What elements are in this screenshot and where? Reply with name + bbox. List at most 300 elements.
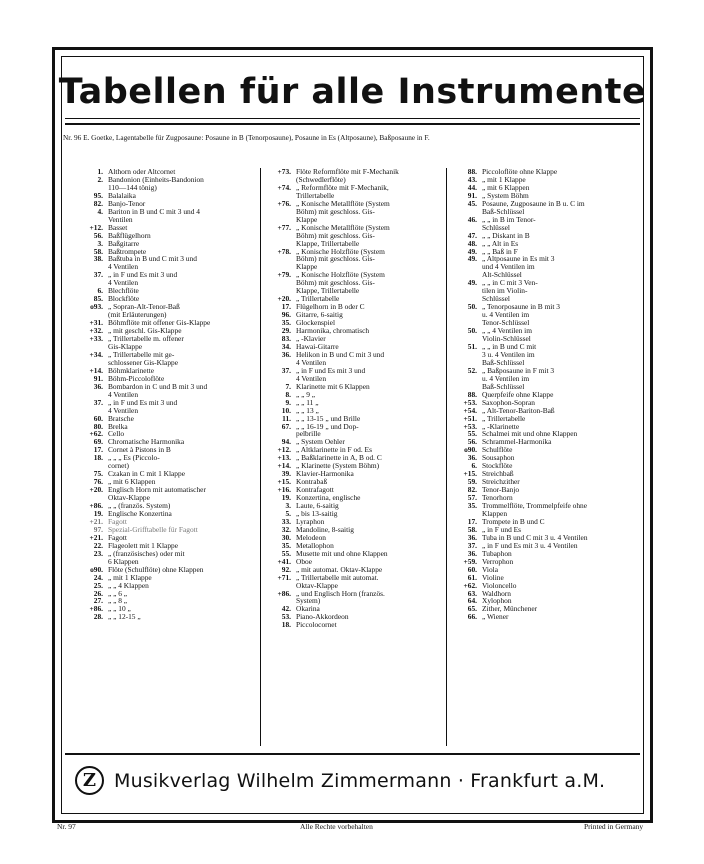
instrument-entry [451, 566, 644, 574]
entry-text: „ „ in C mit 3 Ven- tilen im Violin- Schlüssel [482, 278, 538, 304]
instrument-entry [77, 590, 262, 598]
entry-number: +14. [89, 365, 103, 375]
instrument-entry [77, 415, 262, 423]
entry-number: +13. [277, 453, 291, 463]
entry-number: 64. [467, 596, 477, 606]
instrument-entry [265, 335, 453, 343]
entry-number: +62. [463, 580, 477, 590]
entry-number: 37. [281, 365, 291, 375]
entry-text: „ „ 13-15 „ und Brille [296, 413, 361, 423]
entry-text: Baßgitarre [108, 238, 140, 248]
entry-number: 42. [281, 604, 291, 614]
entry-text: „ „ 4 Klappen [108, 580, 149, 590]
entry-text: „ „ in B im Tenor- Schlüssel [482, 214, 536, 232]
instrument-entry [451, 255, 644, 279]
entry-text: „ „ 11 „ [296, 397, 319, 407]
entry-number: 1. [97, 167, 103, 176]
entry-number: +79. [277, 270, 291, 280]
instrument-entry [451, 462, 644, 470]
entry-number: +15. [463, 469, 477, 479]
entry-text: „ mit 6 Klappen [482, 182, 530, 192]
instrument-entry [451, 303, 644, 327]
entry-number: +16. [277, 485, 291, 495]
entry-number: 37. [467, 540, 477, 550]
entry-text: Böhmklarinette [108, 365, 154, 375]
entry-text: „ Konische Holzflöte (System Böhm) mit geschloss. Gis- Klappe, Trillertabelle [296, 270, 385, 296]
instrument-entry [265, 502, 453, 510]
instrument-entry [265, 311, 453, 319]
instrument-entry [451, 470, 644, 478]
instrument-entry [451, 590, 644, 598]
entry-text: Bariton in B und C mit 3 und 4 Ventilen [108, 206, 200, 224]
instrument-entry [77, 192, 262, 200]
instrument-entry [77, 303, 262, 319]
instrument-entry [265, 550, 453, 558]
entry-number: 82. [93, 198, 103, 208]
instrument-entry [77, 597, 262, 605]
entry-number: 85. [93, 294, 103, 304]
entry-text: Piccolocornet [296, 620, 337, 630]
entry-number: 82. [467, 485, 477, 495]
publisher-name: Musikverlag Wilhelm Zimmermann · Frankfurt a.M. [114, 769, 606, 792]
entry-text: Piccoloflöte ohne Klappe [482, 167, 558, 176]
entry-number: 49. [467, 254, 477, 264]
instrument-entry [451, 415, 644, 423]
instrument-entry [77, 486, 262, 502]
entry-number: +77. [277, 222, 291, 232]
entry-number: 95. [93, 190, 103, 200]
instrument-entry [451, 343, 644, 367]
entry-text: „ Altposaune in Es mit 3 und 4 Ventilen im Alt-Schlüssel [482, 254, 555, 280]
entry-text: Baßtuba in B und C mit 3 und 4 Ventilen [108, 254, 197, 272]
instrument-entry [265, 494, 453, 502]
entry-number: 63. [467, 588, 477, 598]
entry-text: Flöte Reformflöte mit F-Mechanik (Schwedlerflöte) [296, 167, 399, 184]
entry-text: Schrammel-Harmonika [482, 437, 552, 447]
entry-text: „ Trillertabelle [296, 294, 340, 304]
entry-number: +15. [277, 477, 291, 487]
instrument-entry [77, 582, 262, 590]
entry-number: +32. [89, 326, 103, 336]
entry-number: 55. [281, 548, 291, 558]
entry-number: 36. [467, 453, 477, 463]
entry-text: Metallophon [296, 540, 334, 550]
entry-text: Bandonion (Einheits-Bandonion 110—144 tönig) [108, 174, 204, 192]
entry-number: 6. [471, 461, 477, 471]
instrument-entry [77, 383, 262, 399]
entry-text: „ „ „ Es (Piccolo- cornet) [108, 453, 160, 471]
entry-number: 96. [281, 310, 291, 320]
entry-number: 58. [467, 524, 477, 534]
entry-number: 50. [467, 326, 477, 336]
entry-text: Baßtrompete [108, 246, 147, 256]
entry-number: 66. [467, 612, 477, 622]
entry-text: Trommelflöte, Trommelpfeife ohne Klappen [482, 501, 588, 518]
entry-text: „ „ 8 „ [108, 596, 128, 606]
instrument-entry [265, 526, 453, 534]
instrument-entry [451, 327, 644, 343]
instrument-entry [77, 399, 262, 415]
instrument-entry [451, 558, 644, 566]
entry-number: 69. [93, 437, 103, 447]
instrument-entry [77, 335, 262, 351]
entry-number: 35. [281, 540, 291, 550]
entry-text: Querpfeife ohne Klappe [482, 389, 554, 399]
instrument-entry [451, 486, 644, 494]
entry-number: 94. [281, 437, 291, 447]
footer-rule [65, 753, 640, 755]
entry-text: Streichbaß [482, 469, 514, 479]
instrument-entry [265, 613, 453, 621]
entry-text: Kontrabaß [296, 477, 328, 487]
entry-number: 37. [93, 397, 103, 407]
entry-number: +53. [463, 421, 477, 431]
entry-text: „ Klarinette (System Böhm) [296, 461, 380, 471]
entry-number: 24. [93, 572, 103, 582]
entry-text: Banjo-Tenor [108, 198, 146, 208]
instrument-entry [77, 240, 262, 248]
entry-number: +33. [89, 334, 103, 344]
entry-text: Posaune, Zugposaune in B u. C im Baß-Schlüssel [482, 198, 585, 216]
instrument-entry [451, 597, 644, 605]
entry-number: 88. [467, 389, 477, 399]
entry-text: „ mit 1 Klappe [482, 174, 526, 184]
entry-text: „ Alt-Tenor-Bariton-Baß [482, 405, 555, 415]
entry-number: +59. [463, 556, 477, 566]
entry-number: 83. [281, 334, 291, 344]
entry-text: Baßflügelhorn [108, 230, 151, 240]
column-3 [451, 168, 644, 621]
entry-number: 29. [281, 326, 291, 336]
entry-text: „ Wiener [482, 612, 509, 622]
entry-text: „ System Oehler [296, 437, 345, 447]
entry-number: +86. [89, 501, 103, 511]
entry-number: 39. [281, 469, 291, 479]
entry-number: 56. [93, 230, 103, 240]
entry-text: Gitarre, 6-saitig [296, 310, 343, 320]
column-2 [265, 168, 453, 629]
entry-text: „ „ 12-15 „ [108, 612, 141, 622]
entry-text: Harmonika, chromatisch [296, 326, 370, 336]
entry-text: Sousaphon [482, 453, 515, 463]
entry-number: +12. [277, 445, 291, 455]
entry-number: 23. [93, 548, 103, 558]
entry-text: „ mit geschl. Gis-Klappe [108, 326, 182, 336]
entry-number: 67. [281, 421, 291, 431]
instrument-entry [451, 216, 644, 232]
entry-number: 75. [93, 469, 103, 479]
instrument-entry [451, 582, 644, 590]
instrument-entry [77, 470, 262, 478]
instrument-entry [265, 184, 453, 200]
instrument-entry [77, 255, 262, 271]
footer-rights: Alle Rechte vorbehalten [300, 822, 373, 831]
footer-printed: Printed in Germany [584, 822, 644, 831]
entry-number: 18. [93, 453, 103, 463]
instrument-entry [451, 232, 644, 240]
instrument-entry [77, 232, 262, 240]
entry-text: „ Trillertabelle [482, 413, 526, 423]
entry-text: Musette mit und ohne Klappen [296, 548, 388, 558]
entry-text: Xylophon [482, 596, 512, 606]
entry-text: Piano-Akkordeon [296, 612, 349, 622]
entry-text: Konzertina, englische [296, 493, 361, 503]
entry-text: „ in F und Es mit 3 und 4 Ventilen [108, 397, 178, 415]
entry-text: Chromatische Harmonika [108, 437, 185, 447]
instrument-entry [265, 590, 453, 606]
entry-text: „ Altklarinette in F od. Es [296, 445, 372, 455]
instrument-entry [77, 367, 262, 375]
instrument-entry [77, 208, 262, 224]
entry-text: „ System Böhm [482, 190, 529, 200]
entry-text: Tubaphon [482, 548, 512, 558]
entry-text: Spezial-Grifftabelle für Fagott [108, 524, 198, 534]
instrument-entry [451, 478, 644, 486]
entry-text: Bratsche [108, 413, 134, 423]
entry-number: 91. [93, 373, 103, 383]
entry-text: „ „ Baß in F [482, 246, 518, 256]
entry-text: Violine [482, 572, 504, 582]
entry-text: Schalmei mit und ohne Klappen [482, 429, 578, 439]
instrument-entry [265, 367, 453, 383]
entry-number: 36. [93, 381, 103, 391]
instrument-entry [77, 510, 262, 518]
entry-text: Klavier-Harmonika [296, 469, 354, 479]
entry-text: „ „ 6 „ [108, 588, 128, 598]
entry-text: Althorn oder Altcornet [108, 167, 176, 176]
entry-number: 11. [282, 413, 291, 423]
instrument-entry [77, 423, 262, 431]
entry-number: 35. [281, 318, 291, 328]
entry-number: 7. [285, 381, 291, 391]
entry-text: Fagott [108, 532, 127, 542]
instrument-entry [451, 605, 644, 613]
entry-number: 38. [93, 254, 103, 264]
entry-text: Czakan in C mit 1 Klappe [108, 469, 185, 479]
entry-text: „ mit 6 Klappen [108, 477, 156, 487]
entry-number: 3. [97, 238, 103, 248]
entry-text: Violoncello [482, 580, 517, 590]
instrument-entry [451, 613, 644, 621]
entry-number: 32. [281, 524, 291, 534]
instrument-entry [265, 327, 453, 335]
entry-number: 91. [467, 190, 477, 200]
entry-number: +20. [89, 485, 103, 495]
entry-number: 36. [467, 532, 477, 542]
instrument-entry [265, 248, 453, 272]
entry-number: +31. [89, 318, 103, 328]
instrument-entry [265, 605, 453, 613]
instrument-entry [265, 470, 453, 478]
entry-text: „ Konische Metallflöte (System Böhm) mit geschloss. Gis- Klappe, Trillertabelle [296, 222, 390, 248]
entry-number: 28. [93, 612, 103, 622]
entry-text: „ in F und Es mit 3 u. 4 Ventilen [482, 540, 578, 550]
entry-number: 57. [467, 493, 477, 503]
entry-number: 80. [93, 421, 103, 431]
entry-number: 6. [97, 286, 103, 296]
entry-text: Okarina [296, 604, 320, 614]
entry-text: Streichzither [482, 477, 520, 487]
entry-text: Blockflöte [108, 294, 140, 304]
entry-number: +21. [89, 532, 103, 542]
entry-text: Trompete in B und C [482, 516, 545, 526]
entry-text: Viola [482, 564, 498, 574]
entry-text: Flöte (Schulflöte) ohne Klappen [108, 564, 204, 574]
instrument-entry [265, 399, 453, 407]
entry-number: 76. [93, 477, 103, 487]
instrument-entry [77, 454, 262, 470]
instrument-entry [77, 574, 262, 582]
instrument-entry [77, 271, 262, 287]
entry-text: Helikon in B und C mit 3 und 4 Ventilen [296, 349, 385, 367]
entry-text: „ bis 13-saitig [296, 508, 338, 518]
entry-number: +54. [463, 405, 477, 415]
instrument-entry [265, 224, 453, 248]
entry-number: 45. [467, 198, 477, 208]
instrument-entry [77, 176, 262, 192]
entry-text: Schulflöte [482, 445, 513, 455]
entry-number: 37. [93, 270, 103, 280]
entry-text: Klarinette mit 6 Klappen [296, 381, 370, 391]
instrument-entry [451, 200, 644, 216]
instrument-entry [265, 534, 453, 542]
entry-number: 36. [467, 548, 477, 558]
entry-text: Kontrafagott [296, 485, 334, 495]
entry-number: 65. [467, 604, 477, 614]
entry-number: 30. [281, 532, 291, 542]
entry-number: 25. [93, 580, 103, 590]
instrument-entry [451, 446, 644, 454]
instrument-entry [451, 279, 644, 303]
entry-text: Cornet à Pistons in B [108, 445, 171, 455]
instrument-entry [77, 224, 262, 232]
entry-text: Blechflöte [108, 286, 139, 296]
entry-number: +86. [89, 604, 103, 614]
instrument-entry [265, 303, 453, 311]
entry-text: Fagott [108, 516, 127, 526]
entry-number: 33. [281, 516, 291, 526]
entry-text: „ in F und Es mit 3 und 4 Ventilen [108, 270, 178, 288]
entry-number: 2. [97, 174, 103, 184]
entry-number: +62. [89, 429, 103, 439]
entry-text: „ Konische Holzflöte (System Böhm) mit geschloss. Gis- Klappe [296, 246, 385, 272]
entry-text: „ mit 1 Klappe [108, 572, 152, 582]
entry-text: „ „ 13 „ [296, 405, 319, 415]
column-1 [77, 168, 262, 621]
entry-text: Englisch Horn mit automatischer Oktav-Klappe [108, 485, 206, 503]
entry-number: +14. [277, 461, 291, 471]
instrument-entry [451, 184, 644, 192]
entry-text: Verrophon [482, 556, 514, 566]
entry-number: +34. [89, 349, 103, 359]
instrument-entry [265, 271, 453, 295]
entry-text: Tuba in B und C mit 3 u. 4 Ventilen [482, 532, 588, 542]
entry-number: 5. [285, 508, 291, 518]
entry-text: „ (französisches) oder mit 6 Klappen [108, 548, 185, 566]
entry-number: 19. [281, 493, 291, 503]
entry-text: „ Baßklarinette in A, B od. C [296, 453, 382, 463]
entry-number: 52. [467, 365, 477, 375]
title-rule [65, 118, 640, 119]
instrument-entry [265, 478, 453, 486]
entry-text: „ „ in B und C mit 3 u. 4 Ventilen im Baß-Schlüssel [482, 341, 537, 367]
entry-text: „ in F und Es [482, 524, 522, 534]
entry-text: Laute, 6-saitig [296, 501, 339, 511]
entry-number: 49. [467, 246, 477, 256]
entry-number: +53. [463, 397, 477, 407]
entry-number: 61. [467, 572, 477, 582]
entry-text: Stockflöte [482, 461, 513, 471]
instrument-entry [265, 462, 453, 470]
entry-text: Waldhorn [482, 588, 511, 598]
entry-text: Brelka [108, 421, 128, 431]
entry-number: 60. [93, 413, 103, 423]
entry-text: Glockenspiel [296, 318, 335, 328]
entry-number: +76. [277, 198, 291, 208]
instrument-entry [265, 510, 453, 518]
entry-number: o90. [90, 564, 103, 574]
entry-text: „ „ 16-19 „ und Dop- pelbrille [296, 421, 359, 439]
entry-number: +71. [277, 572, 291, 582]
instrument-entry [265, 200, 453, 224]
entry-text: Böhmflöte mit offener Gis-Klappe [108, 318, 211, 328]
entry-number: 17. [93, 445, 103, 455]
instrument-entry [451, 367, 644, 391]
instrument-entry [265, 351, 453, 367]
entry-text: Melodeon [296, 532, 326, 542]
entry-text: „ Reformflöte mit F-Mechanik, Trillertabelle [296, 182, 389, 200]
entry-text: „ „ 4 Ventilen im Violin-Schlüssel [482, 326, 532, 344]
entry-text: Basset [108, 222, 128, 232]
entry-number: 50. [467, 302, 477, 312]
instrument-entry [265, 168, 453, 184]
instrument-entry [451, 542, 644, 550]
entry-text: „ „ (französ. System) [108, 501, 171, 511]
entry-number: 36. [281, 349, 291, 359]
instrument-entry [77, 526, 262, 534]
entry-text: „ Trillertabelle m. offener Gis-Klappe [108, 334, 184, 351]
publisher-logo: Z [75, 766, 104, 795]
entry-text: Mandoline, 8-saitig [296, 524, 354, 534]
instrument-entry [265, 383, 453, 391]
entry-number: +12. [89, 222, 103, 232]
instrument-entry [77, 446, 262, 454]
page-title: Tabellen für alle Instrumente [58, 72, 647, 112]
entry-number: o93. [90, 302, 103, 312]
entry-number: 56. [467, 437, 477, 447]
entry-text: „ in F und Es mit 3 und 4 Ventilen [296, 365, 366, 383]
entry-number: 49. [467, 278, 477, 288]
entry-number: 92. [281, 564, 291, 574]
instrument-entry [77, 605, 262, 613]
entry-number: 9. [285, 397, 291, 407]
entry-text: Tenor-Banjo [482, 485, 520, 495]
entry-text: Flügelhorn in B oder C [296, 302, 365, 312]
instrument-entry [451, 407, 644, 415]
instrument-entry [77, 613, 262, 621]
instrument-entry [77, 566, 262, 574]
instrument-entry [451, 454, 644, 462]
entry-number: 4. [97, 206, 103, 216]
entry-text: „ Konische Metallflöte (System Böhm) mit geschloss. Gis- Klappe [296, 198, 390, 224]
page-frame [52, 47, 653, 823]
entry-text: „ -Klavier [296, 334, 326, 344]
entry-text: Saxophon-Sopran [482, 397, 535, 407]
title-rule-thick [65, 123, 640, 125]
entry-number: 46. [467, 214, 477, 224]
entry-number: 34. [281, 341, 291, 351]
entry-text: „ mit automat. Oktav-Klappe [296, 564, 383, 574]
